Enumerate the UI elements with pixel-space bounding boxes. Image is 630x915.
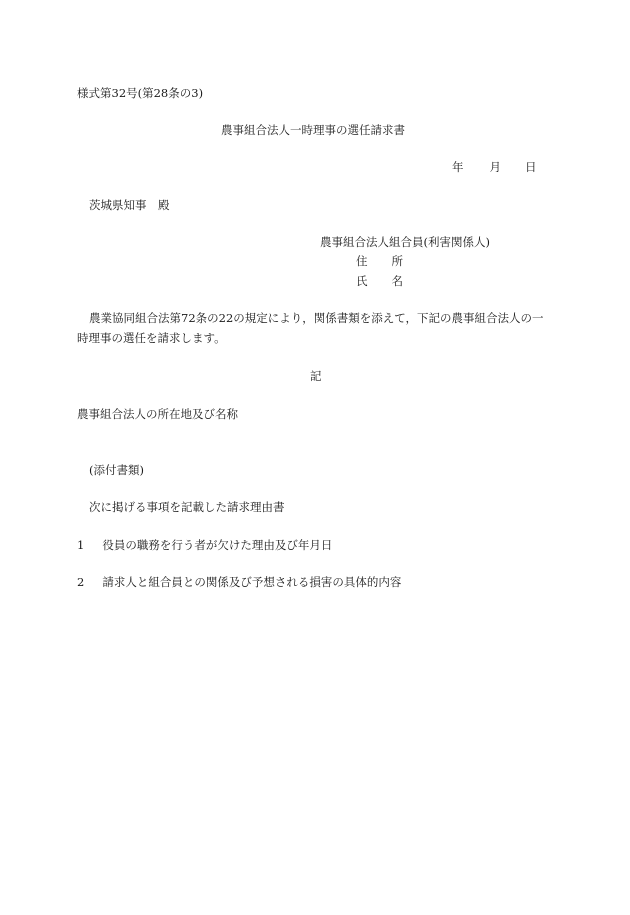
date-month: 月 bbox=[489, 160, 501, 174]
name-label-2: 名 bbox=[391, 274, 403, 288]
requester-heading: 農事組合法人組合員(利害関係人) bbox=[320, 235, 490, 249]
ki-marker: 記 bbox=[310, 369, 322, 383]
form-number: 様式第32号(第28条の3) bbox=[77, 86, 204, 100]
corp-location-name: 農事組合法人の所在地及び名称 bbox=[77, 407, 238, 421]
date-line bbox=[452, 162, 537, 174]
address-label-2: 所 bbox=[391, 254, 403, 268]
name-label bbox=[356, 276, 403, 288]
name-label-1: 氏 bbox=[356, 274, 368, 288]
list-item bbox=[77, 540, 332, 552]
body-text-line2: 時理事の選任を請求します。 bbox=[77, 331, 226, 345]
date-year: 年 bbox=[452, 160, 464, 174]
item-number: 2 bbox=[77, 575, 85, 589]
item-number: 1 bbox=[77, 538, 85, 552]
body-text-line1: 農業協同組合法第72条の22の規定により，関係書類を添えて，下記の農事組合法人の一 bbox=[89, 311, 544, 325]
document-title: 農事組合法人一時理事の選任請求書 bbox=[221, 123, 405, 137]
addressee: 茨城県知事 殿 bbox=[89, 198, 170, 212]
attachments-intro: 次に掲げる事項を記載した請求理由書 bbox=[89, 500, 285, 514]
item-text: 役員の職務を行う者が欠けた理由及び年月日 bbox=[102, 538, 333, 552]
list-item bbox=[77, 577, 401, 589]
attachments-heading: (添付書類) bbox=[89, 463, 144, 477]
date-day: 日 bbox=[525, 160, 537, 174]
item-text: 請求人と組合員との関係及び予想される損害の具体的内容 bbox=[102, 575, 402, 589]
address-label bbox=[356, 256, 403, 268]
address-label-1: 住 bbox=[356, 254, 368, 268]
